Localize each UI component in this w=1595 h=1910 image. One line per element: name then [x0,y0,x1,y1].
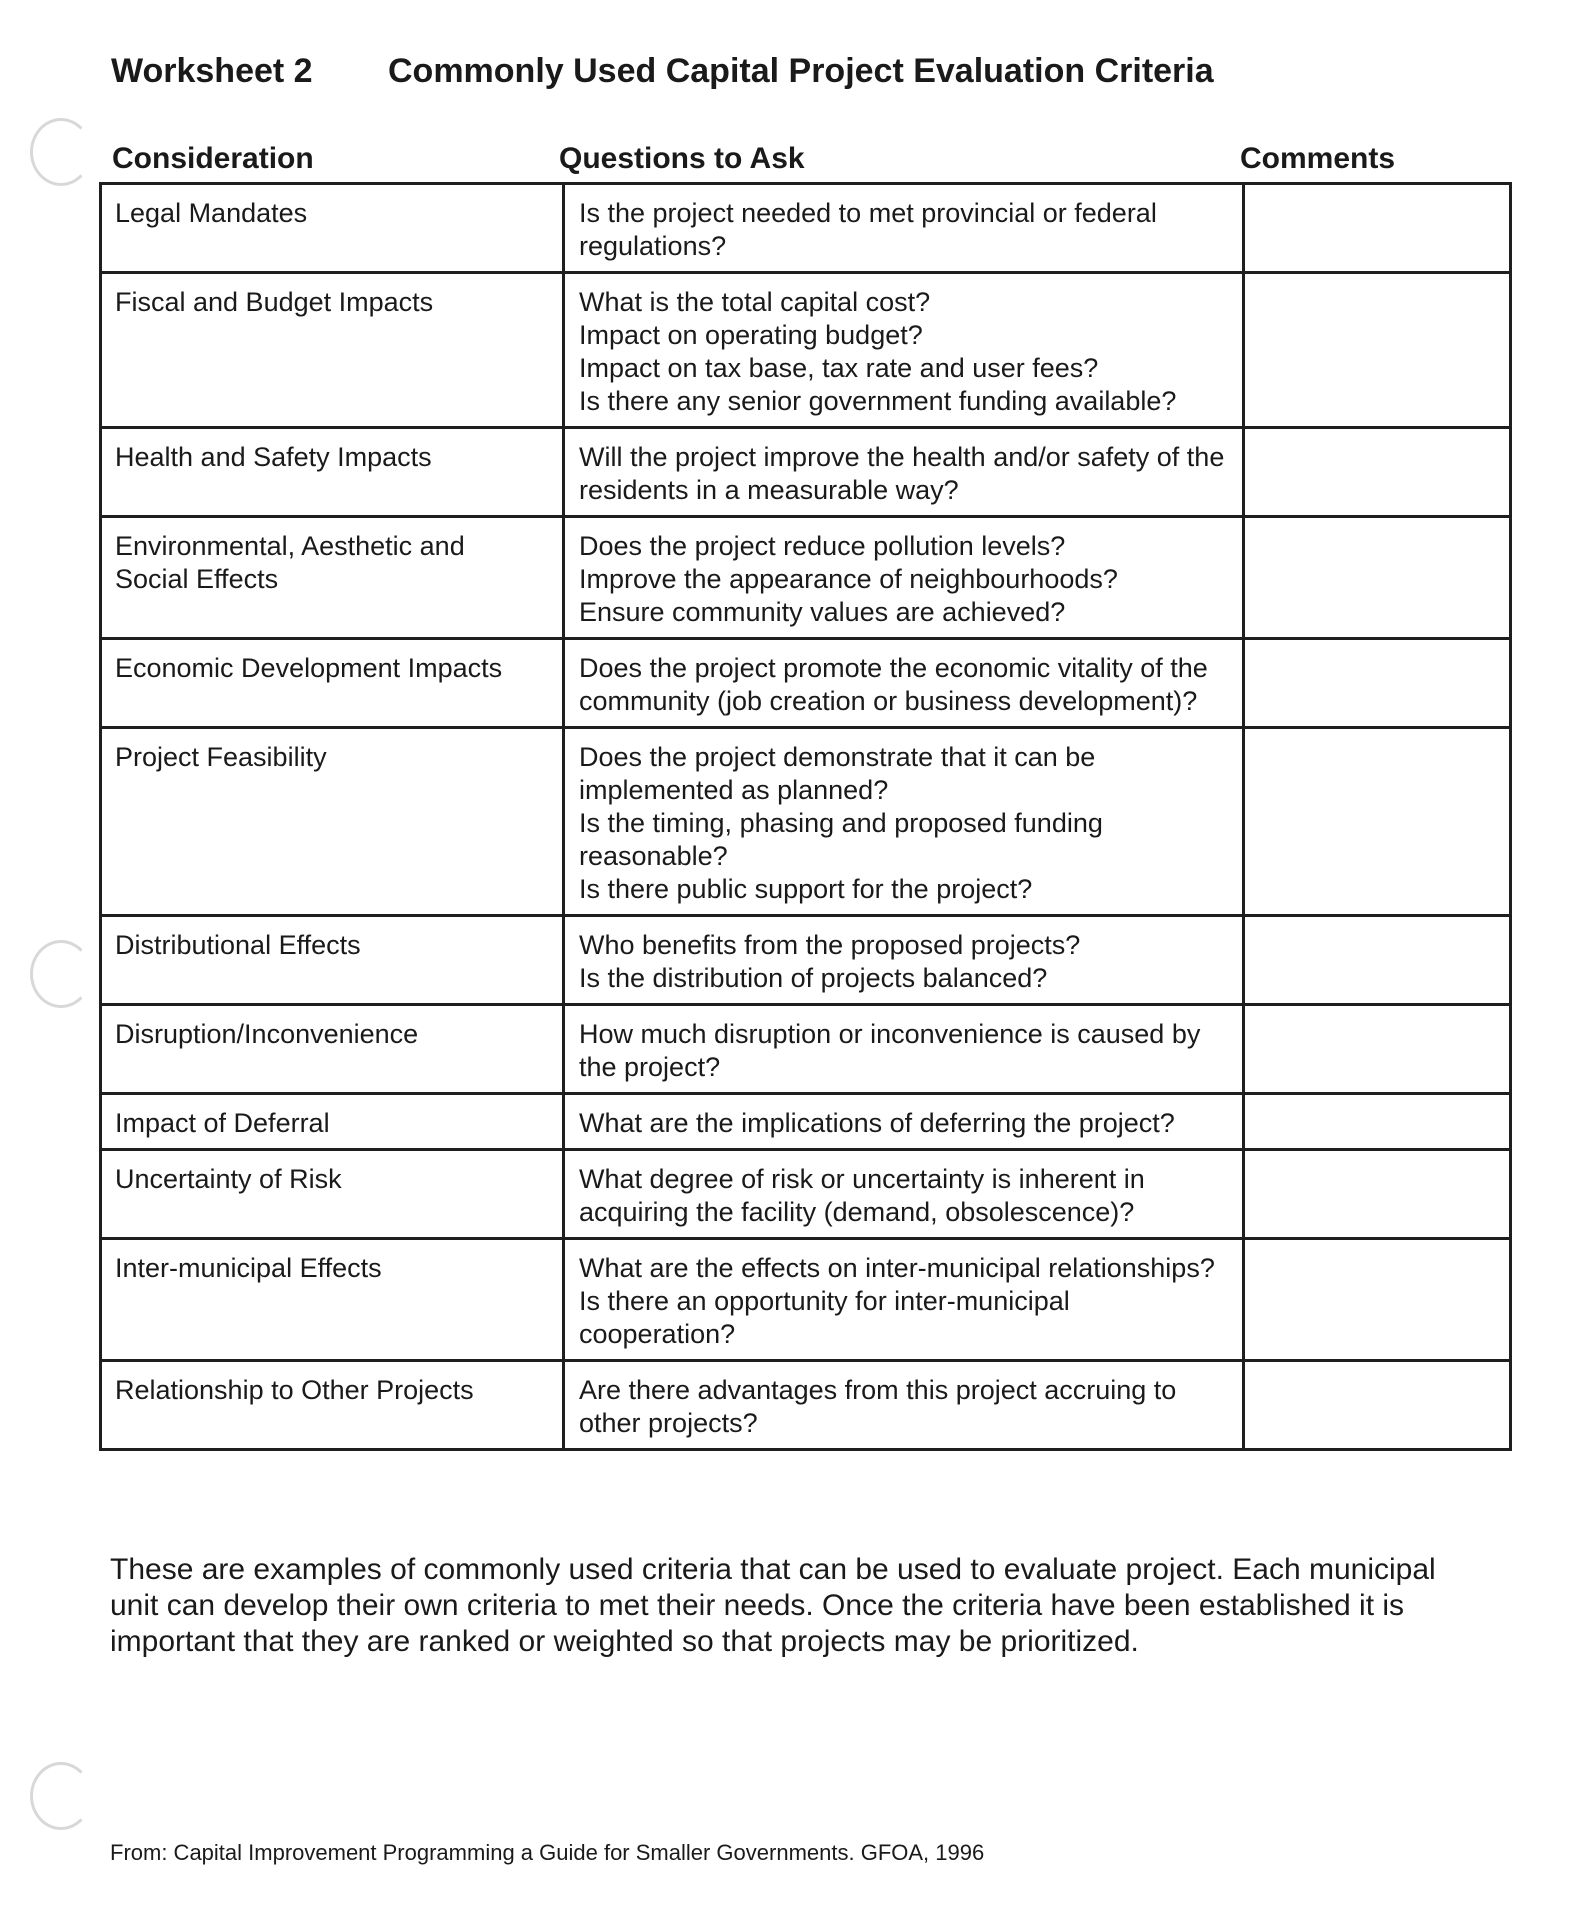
question-text: What are the effects on inter-municipal relationships? [579,1253,1215,1283]
questions-cell [564,1005,1244,1094]
criteria-row [101,273,1511,428]
question-text: How much disruption or inconvenience is caused by the project? [579,1019,1201,1082]
explanatory-note: These are examples of commonly used criteria that can be used to evaluate project. Each municipal unit can develop their own criteria to met their needs. Once the criteria have been established it is important that they are ranked or weighted so that projects may be prioritized. [110,1553,1436,1658]
comments-cell[interactable] [1244,517,1511,639]
question-text: What are the implications of deferring the project? [579,1108,1175,1138]
question-text: Will the project improve the health and/or safety of the residents in a measurable way? [579,442,1225,505]
comments-cell[interactable] [1244,639,1511,728]
questions-cell [564,428,1244,517]
question-text: Is there an opportunity for inter-municipal cooperation? [579,1286,1070,1349]
binder-hole-icon [30,940,92,1008]
consideration-cell [101,1150,564,1239]
criteria-row [101,184,1511,273]
binder-hole-icon [30,118,92,186]
question-text: Is there any senior government funding available? [579,386,1177,416]
consideration-text: Environmental, Aesthetic and [115,531,465,561]
page-title [111,52,1214,91]
criteria-row [101,1239,1511,1361]
consideration-text: Impact of Deferral [115,1108,330,1138]
question-text: Impact on operating budget? [579,320,923,350]
criteria-row [101,1094,1511,1150]
questions-cell [564,916,1244,1005]
question-text: Does the project promote the economic vitality of the community (job creation or business development)? [579,653,1208,716]
criteria-row [101,639,1511,728]
consideration-text: Disruption/Inconvenience [115,1019,419,1049]
consideration-text: Inter-municipal Effects [115,1253,382,1283]
comments-cell[interactable] [1244,1361,1511,1450]
criteria-row [101,1150,1511,1239]
questions-cell [564,273,1244,428]
question-text: Is the distribution of projects balanced? [579,963,1048,993]
consideration-text: Health and Safety Impacts [115,442,432,472]
comments-cell[interactable] [1244,1005,1511,1094]
comments-cell[interactable] [1244,1150,1511,1239]
question-text: Does the project reduce pollution levels? [579,531,1066,561]
question-text: What degree of risk or uncertainty is inherent in acquiring the facility (demand, obsolescence)? [579,1164,1145,1227]
criteria-row [101,916,1511,1005]
comments-cell[interactable] [1244,1239,1511,1361]
consideration-text: Distributional Effects [115,930,361,960]
comments-cell[interactable] [1244,728,1511,916]
comments-cell[interactable] [1244,428,1511,517]
consideration-text: Relationship to Other Projects [115,1375,474,1405]
criteria-row [101,728,1511,916]
consideration-cell [101,916,564,1005]
comments-cell[interactable] [1244,1094,1511,1150]
consideration-text: Uncertainty of Risk [115,1164,342,1194]
comments-cell[interactable] [1244,184,1511,273]
questions-cell [564,517,1244,639]
question-text: Ensure community values are achieved? [579,597,1066,627]
questions-cell [564,1150,1244,1239]
column-header-questions: Questions to Ask [559,142,805,175]
column-header-consideration: Consideration [112,142,314,175]
consideration-text: Project Feasibility [115,742,327,772]
criteria-row [101,517,1511,639]
comments-cell[interactable] [1244,273,1511,428]
criteria-table-body [101,184,1511,1450]
consideration-text: Economic Development Impacts [115,653,503,683]
consideration-text: Social Effects [115,564,279,594]
question-text: Improve the appearance of neighbourhoods? [579,564,1118,594]
question-text: Is the timing, phasing and proposed funding reasonable? [579,808,1103,871]
consideration-cell [101,184,564,273]
question-text: Are there advantages from this project accruing to other projects? [579,1375,1177,1438]
questions-cell [564,1239,1244,1361]
worksheet-number: Worksheet 2 [111,52,313,90]
consideration-cell [101,1005,564,1094]
criteria-row [101,428,1511,517]
binder-hole-icon [30,1762,92,1830]
question-text: What is the total capital cost? [579,287,931,317]
question-text: Who benefits from the proposed projects? [579,930,1081,960]
consideration-cell [101,1094,564,1150]
criteria-row [101,1361,1511,1450]
consideration-cell [101,428,564,517]
questions-cell [564,1094,1244,1150]
comments-cell[interactable] [1244,916,1511,1005]
column-header-comments: Comments [1240,142,1396,175]
questions-cell [564,639,1244,728]
question-text: Impact on tax base, tax rate and user fees? [579,353,1099,383]
consideration-cell [101,1239,564,1361]
criteria-table [99,182,1512,1451]
consideration-text: Legal Mandates [115,198,308,228]
consideration-cell [101,728,564,916]
question-text: Is there public support for the project? [579,874,1033,904]
questions-cell [564,184,1244,273]
consideration-cell [101,1361,564,1450]
questions-cell [564,728,1244,916]
consideration-cell [101,517,564,639]
consideration-cell [101,273,564,428]
question-text: Is the project needed to met provincial or federal regulations? [579,198,1157,261]
source-citation: From: Capital Improvement Programming a Guide for Smaller Governments. GFOA, 1996 [110,1840,985,1865]
question-text: Does the project demonstrate that it can be implemented as planned? [579,742,1096,805]
consideration-text: Fiscal and Budget Impacts [115,287,434,317]
consideration-cell [101,639,564,728]
criteria-row [101,1005,1511,1094]
questions-cell [564,1361,1244,1450]
worksheet-heading: Commonly Used Capital Project Evaluation Criteria [388,52,1214,90]
